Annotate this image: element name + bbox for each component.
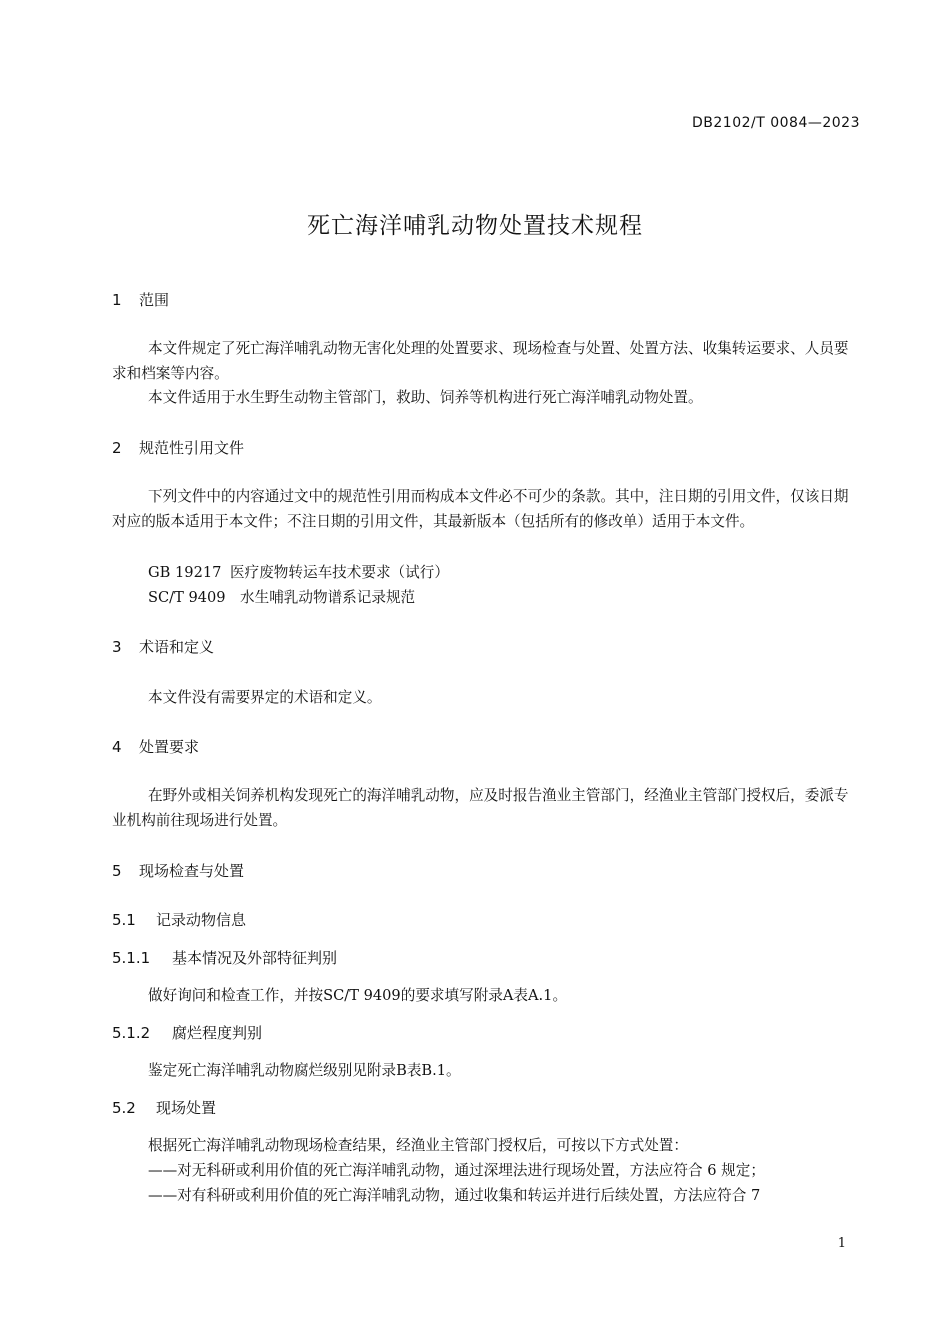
section-title: 现场检查与处置	[139, 862, 245, 880]
document-code: DB2102/T 0084—2023	[692, 115, 860, 131]
subsection-title: 基本情况及外部特征判别	[172, 949, 338, 967]
reference-code: SC/T 9409	[148, 589, 226, 606]
section-heading-1	[112, 289, 169, 310]
paragraph: 本文件适用于水生野生动物主管部门，救助、饲养等机构进行死亡海洋哺乳动物处置。	[148, 389, 703, 406]
list-item: ——对有科研或利用价值的死亡海洋哺乳动物，通过收集和转运并进行后续处置，方法应符合 7	[148, 1187, 761, 1204]
section-number: 4	[112, 738, 122, 756]
subsection-number: 5.1.1	[112, 949, 151, 967]
paragraph: 做好询问和检查工作，并按SC/T 9409的要求填写附录A表A.1。	[148, 987, 568, 1004]
paragraph: 鉴定死亡海洋哺乳动物腐烂级别见附录B表B.1。	[148, 1062, 461, 1079]
section-number: 1	[112, 291, 122, 309]
reference-name: 医疗废物转运车技术要求（试行）	[230, 564, 449, 581]
reference-code: GB 19217	[148, 564, 222, 581]
paragraph: 在野外或相关饲养机构发现死亡的海洋哺乳动物，应及时报告渔业主管部门，经渔业主管部门授权后，委派专业机构前往现场进行处置。	[112, 787, 849, 829]
section-number: 3	[112, 638, 122, 656]
paragraph: 本文件规定了死亡海洋哺乳动物无害化处理的处置要求、现场检查与处置、处置方法、收集转运要求、人员要求和档案等内容。	[112, 340, 849, 382]
subsection-number: 5.2	[112, 1099, 136, 1117]
paragraph: 本文件没有需要界定的术语和定义。	[148, 689, 382, 706]
subsection-title: 现场处置	[156, 1099, 217, 1117]
section-heading-2	[112, 437, 244, 458]
list-item: ——对无科研或利用价值的死亡海洋哺乳动物，通过深埋法进行现场处置，方法应符合 6 规定；	[148, 1162, 765, 1179]
page-number: 1	[837, 1236, 846, 1251]
subsection-heading-5-2	[112, 1097, 216, 1118]
subsection-number: 5.1.2	[112, 1024, 151, 1042]
section-number: 2	[112, 439, 122, 457]
section-heading-5	[112, 860, 244, 881]
section-title: 处置要求	[139, 738, 200, 756]
subsection-heading-5-1-2	[112, 1022, 262, 1043]
document-title: 死亡海洋哺乳动物处置技术规程	[307, 213, 643, 239]
section-heading-4	[112, 736, 199, 757]
subsection-title: 腐烂程度判别	[172, 1024, 263, 1042]
subsection-title: 记录动物信息	[156, 911, 247, 929]
reference-item	[148, 586, 415, 607]
paragraph: 下列文件中的内容通过文中的规范性引用而构成本文件必不可少的条款。其中，注日期的引用文件，仅该日期对应的版本适用于本文件；不注日期的引用文件，其最新版本（包括所有的修改单）适用于本文件。	[112, 488, 849, 530]
paragraph: 根据死亡海洋哺乳动物现场检查结果，经渔业主管部门授权后，可按以下方式处置：	[148, 1137, 688, 1154]
section-title: 术语和定义	[139, 638, 215, 656]
section-heading-3	[112, 636, 214, 657]
section-number: 5	[112, 862, 122, 880]
subsection-number: 5.1	[112, 911, 136, 929]
section-title: 范围	[139, 291, 170, 309]
subsection-heading-5-1-1	[112, 947, 337, 968]
reference-item	[148, 561, 449, 582]
subsection-heading-5-1	[112, 909, 246, 930]
section-title: 规范性引用文件	[139, 439, 245, 457]
reference-name: 水生哺乳动物谱系记录规范	[240, 589, 416, 606]
